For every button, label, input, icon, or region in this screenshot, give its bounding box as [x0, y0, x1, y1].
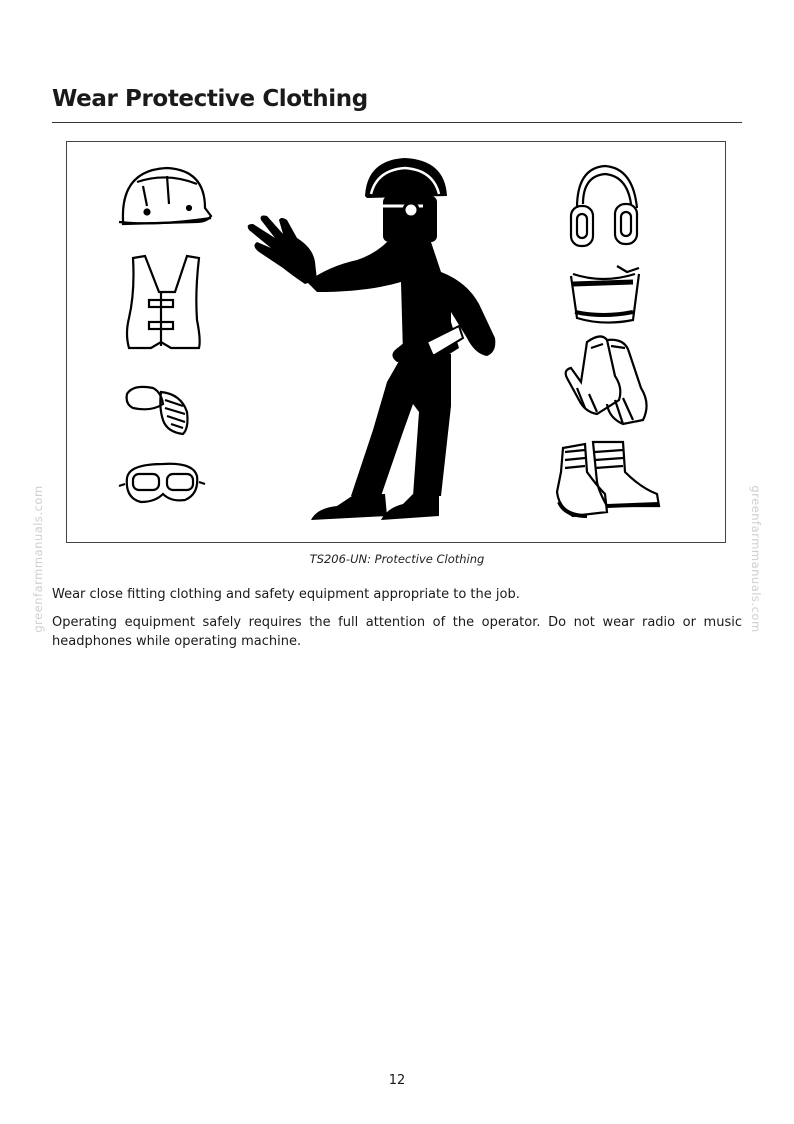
protective-clothing-figure: [66, 141, 726, 543]
ear-muffs-icon: [571, 166, 637, 246]
page-number: 12: [388, 1073, 406, 1088]
watermark-right: greenfarmmanuals.com: [749, 485, 763, 633]
operator-figure: [248, 158, 496, 520]
title-rule: [52, 122, 742, 123]
respirator-icon: [127, 387, 188, 434]
work-gloves-icon: [566, 336, 647, 424]
face-shield-icon: [571, 266, 639, 323]
safety-goggles-icon: [119, 464, 205, 502]
watermark-left: greenfarmmanuals.com: [31, 485, 45, 633]
paragraph-clothing: Wear close fitting clothing and safety equipment appropriate to the job.: [52, 587, 520, 602]
paragraph-attention: Operating equipment safely requires the full attention of the operator. Do not wear radio or music headphones while operating machine.: [52, 615, 742, 649]
safety-boots-icon: [557, 442, 659, 516]
hard-hat-icon: [119, 168, 211, 224]
page-title: Wear Protective Clothing: [52, 86, 368, 112]
figure-caption: TS206-UN: Protective Clothing: [309, 552, 485, 566]
figure-illustration: [67, 142, 727, 544]
safety-vest-icon: [127, 256, 200, 348]
